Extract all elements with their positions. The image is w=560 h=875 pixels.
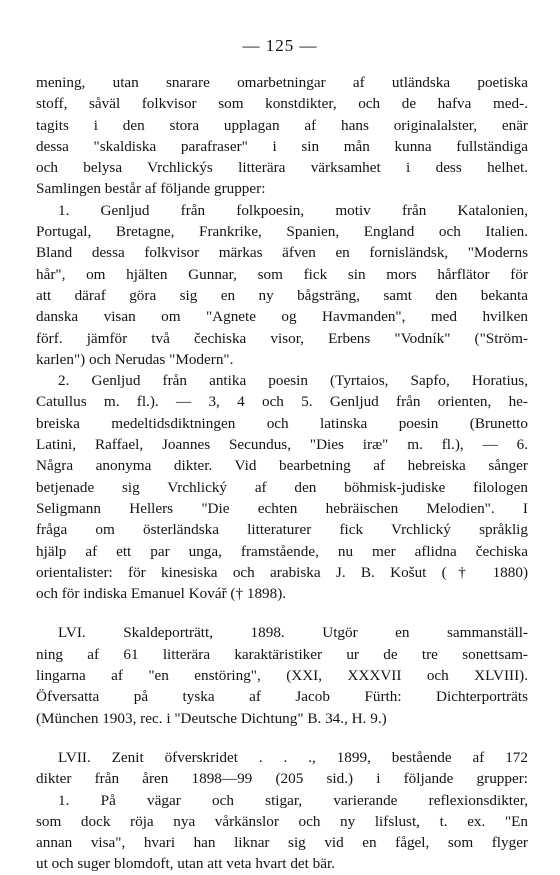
text-line: 1. På vägar och stigar, varierande reflexionsdikter, xyxy=(58,791,528,809)
text-line: dikter från åren 1898—99 (205 sid.) i följande grupper: xyxy=(36,770,528,788)
text-line: fråga om österländska litteraturer fick Vrchlický språklig xyxy=(36,521,528,539)
text-line: hår", om hjälten Gunnar, som fick sin mors hårflätor för xyxy=(36,265,528,283)
text-line: Portugal, Bretagne, Frankrike, Spanien, England och Italien. xyxy=(36,223,528,241)
text-line: Catullus m. fl.). — 3, 4 och 5. Genljud från orienten, he- xyxy=(36,393,528,411)
text-line: lingarna af "en enstöring", (XXI, XXXVII och XLVIII). xyxy=(36,667,528,685)
text-line: hjälp af ett par unga, framstående, nu mer aflidna čechiska xyxy=(36,542,528,560)
text-line: LVII. Zenit öfverskridet . . ., 1899, bestående af 172 xyxy=(58,748,528,766)
section-gap xyxy=(36,604,528,622)
text-line: karlen") och Nerudas "Modern". xyxy=(36,350,234,368)
text-line: Öfversatta på tyska af Jacob Fürth: Dichterporträts xyxy=(36,688,528,706)
text-line: (München 1903, rec. i "Deutsche Dichtung" B. 34., H. 9.) xyxy=(36,709,387,727)
text-line: breiska medeltidsdiktningen och latinska poesin (Brunetto xyxy=(36,414,528,432)
text-line: dessa "skaldiska parafraser" i sin mån kunna fullständiga xyxy=(36,137,528,155)
text-line: förf. jämför två čechiska visor, Erbens "Vodník" ("Ström- xyxy=(36,329,528,347)
text-line: och för indiska Emanuel Kovář († 1898). xyxy=(36,585,287,603)
text-line: Några anonyma dikter. Vid bearbetning af hebreiska sånger xyxy=(36,457,528,475)
text-line: tagits i den stora upplagan af hans originalalster, enär xyxy=(36,116,528,134)
text-line: Seligmann Hellers "Die echten hebräischen Melodien". I xyxy=(36,499,528,517)
text-line: 2. Genljud från antika poesin (Tyrtaios, Sapfo, Horatius, xyxy=(58,372,528,390)
text-line: ut och suger blomdoft, utan att veta hvart det bär. xyxy=(36,855,336,873)
text-line: mening, utan snarare omarbetningar af utländska poetiska xyxy=(36,74,528,91)
text-line: Bland dessa folkvisor märkas äfven en fornisländsk, "Moderns xyxy=(36,244,528,262)
text-line: stoff, såväl folkvisor som konstdikter, och de hafva med-. xyxy=(36,95,528,113)
text-line: och belysa Vrchlickýs litterära värksamhet i dess helhet. xyxy=(36,159,528,177)
text-line: LVI. Skaldeporträtt, 1898. Utgör en sammanställ- xyxy=(58,624,528,642)
text-line: annan visa", hvari han liknar sig vid en fågel, som flyger xyxy=(36,834,528,852)
body-text xyxy=(36,72,528,875)
text-line: betjenade sig Vrchlický af den böhmisk-judiske filologen xyxy=(36,478,528,496)
text-line: Latini, Raffael, Joannes Secundus, "Dies iræ" m. fl.), — 6. xyxy=(36,436,528,454)
page-number: — 125 — xyxy=(242,36,318,55)
section-gap xyxy=(36,729,528,747)
text-line: Samlingen består af följande grupper: xyxy=(36,180,266,198)
text-line: danska visan om "Agnete og Havmanden", med hvilken xyxy=(36,308,528,326)
text-line: 1. Genljud från folkpoesin, motiv från Katalonien, xyxy=(58,201,528,219)
text-line: ning af 61 litterära karaktäristiker ur de tre sonettsam- xyxy=(36,645,528,663)
text-line: orientalister: för kinesiska och arabiska J. B. Košut († 1880) xyxy=(36,563,528,581)
text-line: som dock röja nya vårkänslor och ny lifslust, t. ex. "En xyxy=(36,812,528,830)
text-line: att däraf göra sig en ny bågsträng, samt den bekanta xyxy=(36,286,528,304)
